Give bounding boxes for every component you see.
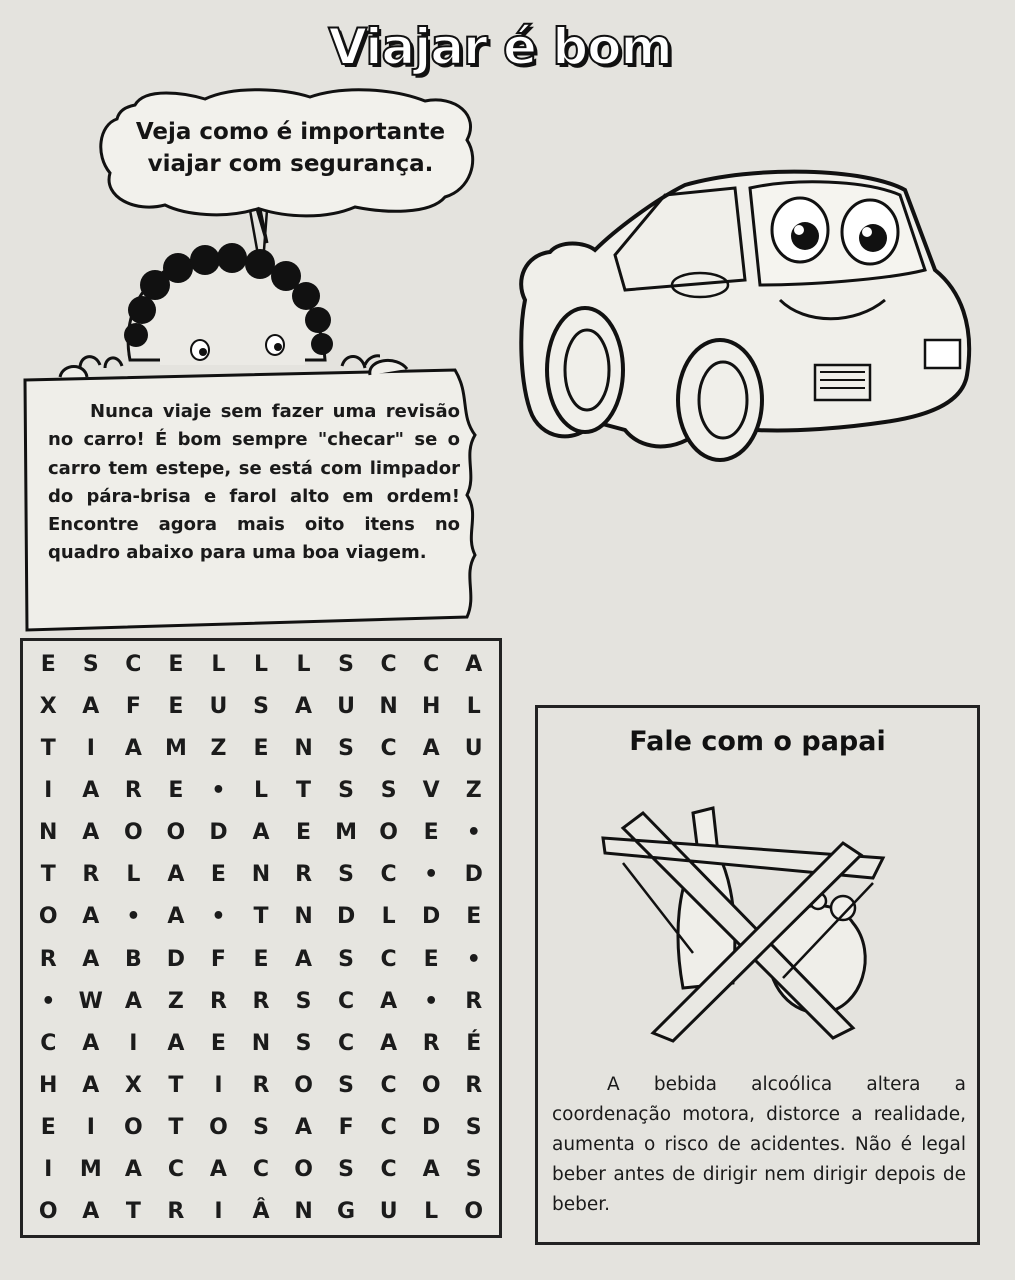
grid-cell: S	[253, 1115, 269, 1141]
grid-cell: E	[168, 777, 184, 803]
grid-cell: C	[167, 1157, 184, 1183]
talk-box	[535, 705, 980, 1245]
grid-cell: R	[39, 946, 57, 972]
grid-cell: •	[41, 988, 56, 1014]
grid-cell: S	[338, 862, 355, 888]
grid-cell: E	[40, 651, 56, 677]
grid-cell: A	[295, 1115, 313, 1141]
grid-cell: A	[167, 862, 185, 888]
grid-cell: A	[82, 1072, 100, 1098]
grid-cell: E	[296, 820, 312, 846]
crossed-bottle-icon	[593, 783, 893, 1053]
grid-cell: A	[167, 1030, 185, 1056]
grid-cell: A	[252, 820, 270, 846]
grid-cell: F	[338, 1115, 354, 1141]
grid-cell: S	[465, 1157, 482, 1183]
grid-cell: A	[422, 735, 440, 761]
grid-cell: M	[164, 735, 187, 761]
grid-cell: O	[464, 1199, 484, 1225]
grid-cell: •	[211, 777, 226, 803]
grid-cell: N	[379, 693, 398, 719]
grid-cell: E	[168, 693, 184, 719]
grid-cell: A	[82, 693, 100, 719]
grid-cell: L	[381, 904, 396, 930]
grid-cell: I	[214, 1072, 223, 1098]
grid-cell: R	[465, 1072, 483, 1098]
grid-cell: T	[168, 1115, 184, 1141]
grid-cell: Z	[167, 988, 184, 1014]
grid-cell: T	[40, 862, 56, 888]
grid-cell: E	[168, 651, 184, 677]
grid-cell: L	[296, 651, 311, 677]
grid-cell: E	[210, 1030, 226, 1056]
grid-cell: C	[380, 1157, 397, 1183]
grid-cell: Â	[252, 1199, 270, 1225]
grid-cell: R	[167, 1199, 185, 1225]
grid-cell: F	[125, 693, 141, 719]
grid-cell: D	[209, 820, 228, 846]
grid-cell: N	[251, 1030, 271, 1056]
grid-cell: O	[209, 1115, 228, 1141]
speech-bubble-text: Veja como é importante viajar com segurança.	[135, 119, 446, 177]
grid-cell: A	[82, 1199, 100, 1225]
grid-cell: •	[466, 946, 481, 972]
grid-cell: O	[379, 820, 398, 846]
grid-cell: C	[380, 651, 397, 677]
grid-cell: S	[338, 777, 355, 803]
grid-cell: L	[253, 651, 268, 677]
grid-cell: W	[78, 988, 103, 1014]
grid-cell: N	[294, 904, 313, 930]
word-search-grid	[23, 641, 499, 1235]
grid-cell: C	[40, 1030, 57, 1056]
grid-cell: S	[82, 651, 99, 677]
grid-cell: F	[210, 946, 226, 972]
grid-cell: L	[424, 1199, 439, 1225]
grid-cell: U	[464, 735, 483, 761]
grid-cell: V	[422, 777, 440, 803]
grid-cell: O	[421, 1072, 441, 1098]
grid-cell: R	[209, 988, 227, 1014]
grid-cell: A	[82, 777, 100, 803]
grid-cell: R	[252, 988, 270, 1014]
grid-cell: L	[126, 862, 141, 888]
grid-cell: U	[209, 693, 228, 719]
grid-cell: R	[422, 1030, 440, 1056]
grid-cell: E	[210, 862, 226, 888]
grid-cell: S	[338, 651, 355, 677]
grid-cell: A	[82, 820, 100, 846]
grid-cell: O	[294, 1157, 313, 1183]
grid-cell: S	[380, 777, 397, 803]
grid-cell: A	[209, 1157, 227, 1183]
grid-cell: R	[124, 777, 142, 803]
grid-cell: H	[421, 693, 441, 719]
grid-cell: S	[338, 1157, 355, 1183]
grid-cell: R	[295, 862, 313, 888]
grid-cell: C	[252, 1157, 270, 1183]
grid-cell: A	[465, 651, 483, 677]
talk-box-text: A bebida alcoólica altera a coordenação motora, distorce a realidade, aumenta o risco de acidentes. Não é legal beber antes de dirigir nem dirigir depois de beber.	[552, 1074, 966, 1215]
grid-cell: •	[126, 904, 141, 930]
grid-cell: D	[422, 904, 441, 930]
grid-cell: N	[251, 862, 271, 888]
grid-cell: S	[338, 946, 355, 972]
grid-cell: A	[124, 735, 142, 761]
grid-cell: C	[380, 946, 397, 972]
grid-cell: E	[466, 904, 482, 930]
grid-cell: C	[380, 735, 397, 761]
grid-cell: E	[253, 946, 269, 972]
grid-cell: D	[422, 1115, 441, 1141]
note-text: Nunca viaje sem fazer uma revisão no carro! É bom sempre "checar" se o carro tem estepe, se está com limpador do pára-brisa e farol alto em ordem! Encontre agora mais oito itens no quadro abaixo para uma boa viagem.	[48, 401, 460, 564]
grid-cell: O	[124, 1115, 143, 1141]
car-illustration	[505, 160, 975, 470]
grid-cell: L	[211, 651, 226, 677]
grid-cell: C	[338, 1030, 355, 1056]
grid-cell: S	[338, 735, 355, 761]
grid-cell: N	[294, 735, 313, 761]
grid-cell: Z	[210, 735, 227, 761]
grid-cell: S	[295, 1030, 312, 1056]
grid-cell: I	[214, 1199, 223, 1225]
page-title: Viajar é bom	[328, 18, 672, 76]
grid-cell: L	[253, 777, 268, 803]
grid-cell: T	[40, 735, 56, 761]
grid-cell: •	[466, 820, 481, 846]
grid-cell: R	[252, 1072, 270, 1098]
grid-cell: M	[335, 820, 358, 846]
grid-cell: A	[167, 904, 185, 930]
grid-cell: Z	[465, 777, 482, 803]
grid-cell: D	[336, 904, 356, 930]
grid-cell: A	[82, 946, 100, 972]
grid-cell: C	[423, 651, 440, 677]
grid-cell: S	[338, 1072, 355, 1098]
grid-cell: N	[39, 820, 58, 846]
grid-cell: T	[253, 904, 269, 930]
grid-cell: I	[44, 777, 53, 803]
grid-cell: A	[124, 1157, 142, 1183]
grid-cell: O	[294, 1072, 313, 1098]
grid-cell: É	[466, 1030, 482, 1056]
grid-cell: R	[465, 988, 483, 1014]
grid-cell: •	[211, 904, 226, 930]
grid-cell: C	[380, 862, 397, 888]
grid-cell: E	[423, 946, 439, 972]
grid-cell: A	[82, 1030, 100, 1056]
grid-cell: A	[380, 1030, 398, 1056]
grid-cell: A	[380, 988, 398, 1014]
grid-cell: A	[82, 904, 100, 930]
grid-cell: H	[39, 1072, 58, 1098]
grid-cell: O	[38, 904, 58, 930]
grid-cell: O	[38, 1199, 58, 1225]
grid-cell: T	[125, 1199, 141, 1225]
grid-cell: B	[124, 946, 142, 972]
grid-cell: I	[86, 1115, 95, 1141]
grid-cell: O	[166, 820, 186, 846]
grid-cell: G	[337, 1199, 356, 1225]
grid-cell: N	[294, 1199, 313, 1225]
grid-cell: A	[295, 946, 313, 972]
word-search	[20, 638, 502, 1238]
grid-cell: A	[422, 1157, 440, 1183]
grid-cell: C	[338, 988, 355, 1014]
grid-cell: A	[295, 693, 313, 719]
grid-cell: S	[465, 1115, 482, 1141]
grid-cell: X	[39, 693, 57, 719]
grid-cell: T	[168, 1072, 184, 1098]
grid-cell: M	[79, 1157, 102, 1183]
grid-cell: C	[125, 651, 142, 677]
grid-cell: T	[296, 777, 312, 803]
grid-cell: •	[424, 988, 439, 1014]
talk-box-title: Fale com o papai	[629, 726, 886, 757]
grid-cell: C	[380, 1115, 397, 1141]
grid-cell: E	[40, 1115, 56, 1141]
grid-cell: R	[82, 862, 100, 888]
grid-cell: X	[124, 1072, 142, 1098]
grid-cell: U	[379, 1199, 398, 1225]
grid-cell: U	[337, 693, 356, 719]
grid-cell: A	[124, 988, 142, 1014]
grid-cell: E	[253, 735, 269, 761]
grid-cell: C	[380, 1072, 397, 1098]
grid-cell: O	[124, 820, 143, 846]
grid-cell: E	[423, 820, 439, 846]
grid-cell: I	[129, 1030, 138, 1056]
grid-cell: D	[464, 862, 483, 888]
grid-cell: S	[253, 693, 269, 719]
grid-cell: I	[44, 1157, 53, 1183]
grid-cell: L	[466, 693, 481, 719]
grid-cell: •	[424, 862, 439, 888]
grid-cell: D	[166, 946, 186, 972]
grid-cell: S	[295, 988, 312, 1014]
grid-cell: I	[86, 735, 95, 761]
